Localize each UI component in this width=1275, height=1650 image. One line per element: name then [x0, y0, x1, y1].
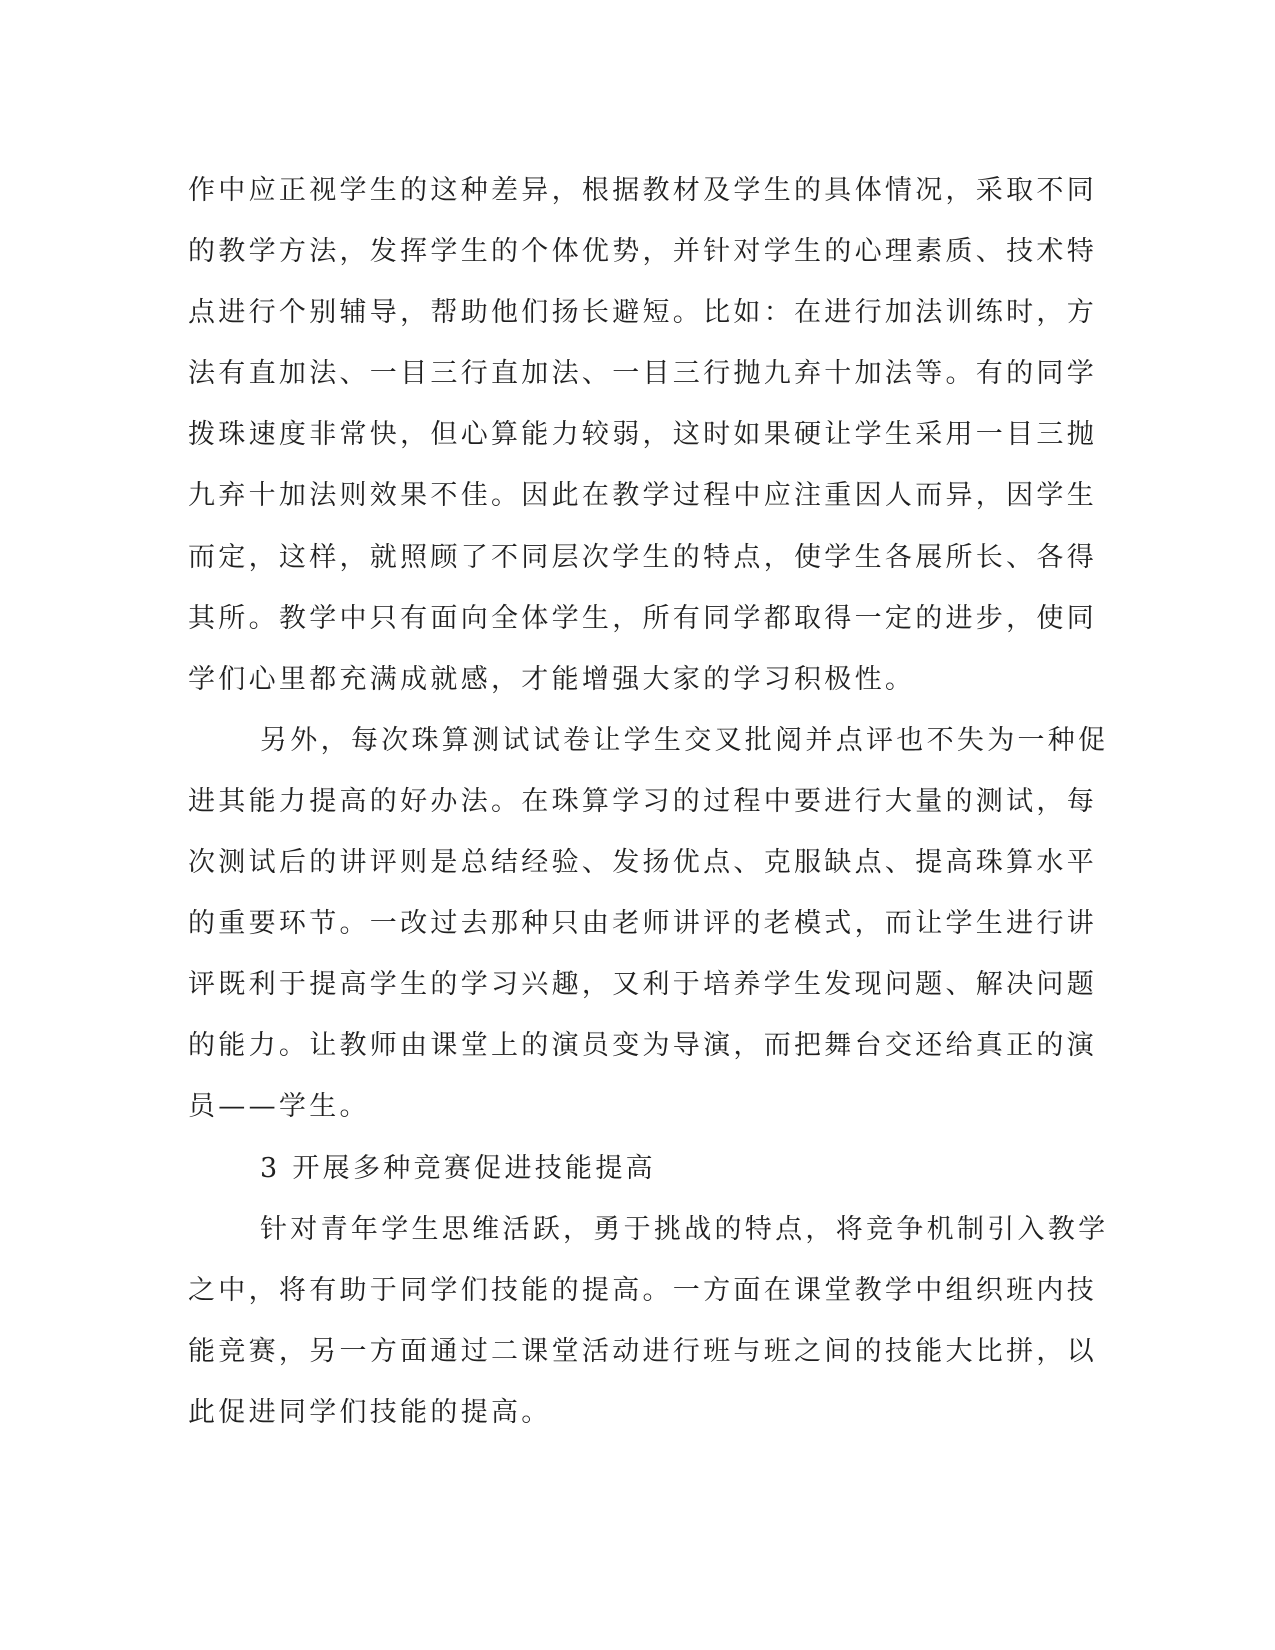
text-line: 的能力。让教师由课堂上的演员变为导演，而把舞台交还给真正的演: [188, 1030, 1097, 1062]
text-line: 之中，将有助于同学们技能的提高。一方面在课堂教学中组织班内技: [188, 1274, 1097, 1306]
text-line: 次测试后的讲评则是总结经验、发扬优点、克服缺点、提高珠算水平: [188, 847, 1097, 879]
text-line: 法有直加法、一目三行直加法、一目三行抛九弃十加法等。有的同学: [188, 358, 1097, 390]
text-line: 拨珠速度非常快，但心算能力较弱，这时如果硬让学生采用一目三抛: [188, 419, 1097, 451]
text-line: 其所。教学中只有面向全体学生，所有同学都取得一定的进步，使同: [188, 602, 1097, 634]
text-line: 另外，每次珠算测试试卷让学生交叉批阅并点评也不失为一种促: [260, 724, 1109, 756]
text-line: 而定，这样，就照顾了不同层次学生的特点，使学生各展所长、各得: [188, 541, 1097, 573]
text-line: 员——学生。: [188, 1091, 370, 1123]
text-line: 3 开展多种竞赛促进技能提高: [260, 1152, 656, 1184]
text-line: 的教学方法，发挥学生的个体优势，并针对学生的心理素质、技术特: [188, 236, 1097, 268]
text-line: 的重要环节。一改过去那种只由老师讲评的老模式，而让学生进行讲: [188, 908, 1097, 940]
body-text: [188, 160, 1109, 1443]
text-line: 学们心里都充满成就感，才能增强大家的学习积极性。: [188, 663, 916, 695]
text-line: 此促进同学们技能的提高。: [188, 1396, 552, 1428]
text-line: 针对青年学生思维活跃，勇于挑战的特点，将竞争机制引入教学: [260, 1213, 1109, 1245]
text-line: 能竞赛，另一方面通过二课堂活动进行班与班之间的技能大比拼，以: [188, 1335, 1097, 1367]
text-line: 点进行个别辅导，帮助他们扬长避短。比如：在进行加法训练时，方: [188, 297, 1097, 329]
text-line: 进其能力提高的好办法。在珠算学习的过程中要进行大量的测试，每: [188, 785, 1097, 817]
text-line: 作中应正视学生的这种差异，根据教材及学生的具体情况，采取不同: [188, 175, 1097, 206]
text-line: 九弃十加法则效果不佳。因此在教学过程中应注重因人而异，因学生: [188, 480, 1097, 512]
text-line: 评既利于提高学生的学习兴趣，又利于培养学生发现问题、解决问题: [188, 969, 1097, 1001]
